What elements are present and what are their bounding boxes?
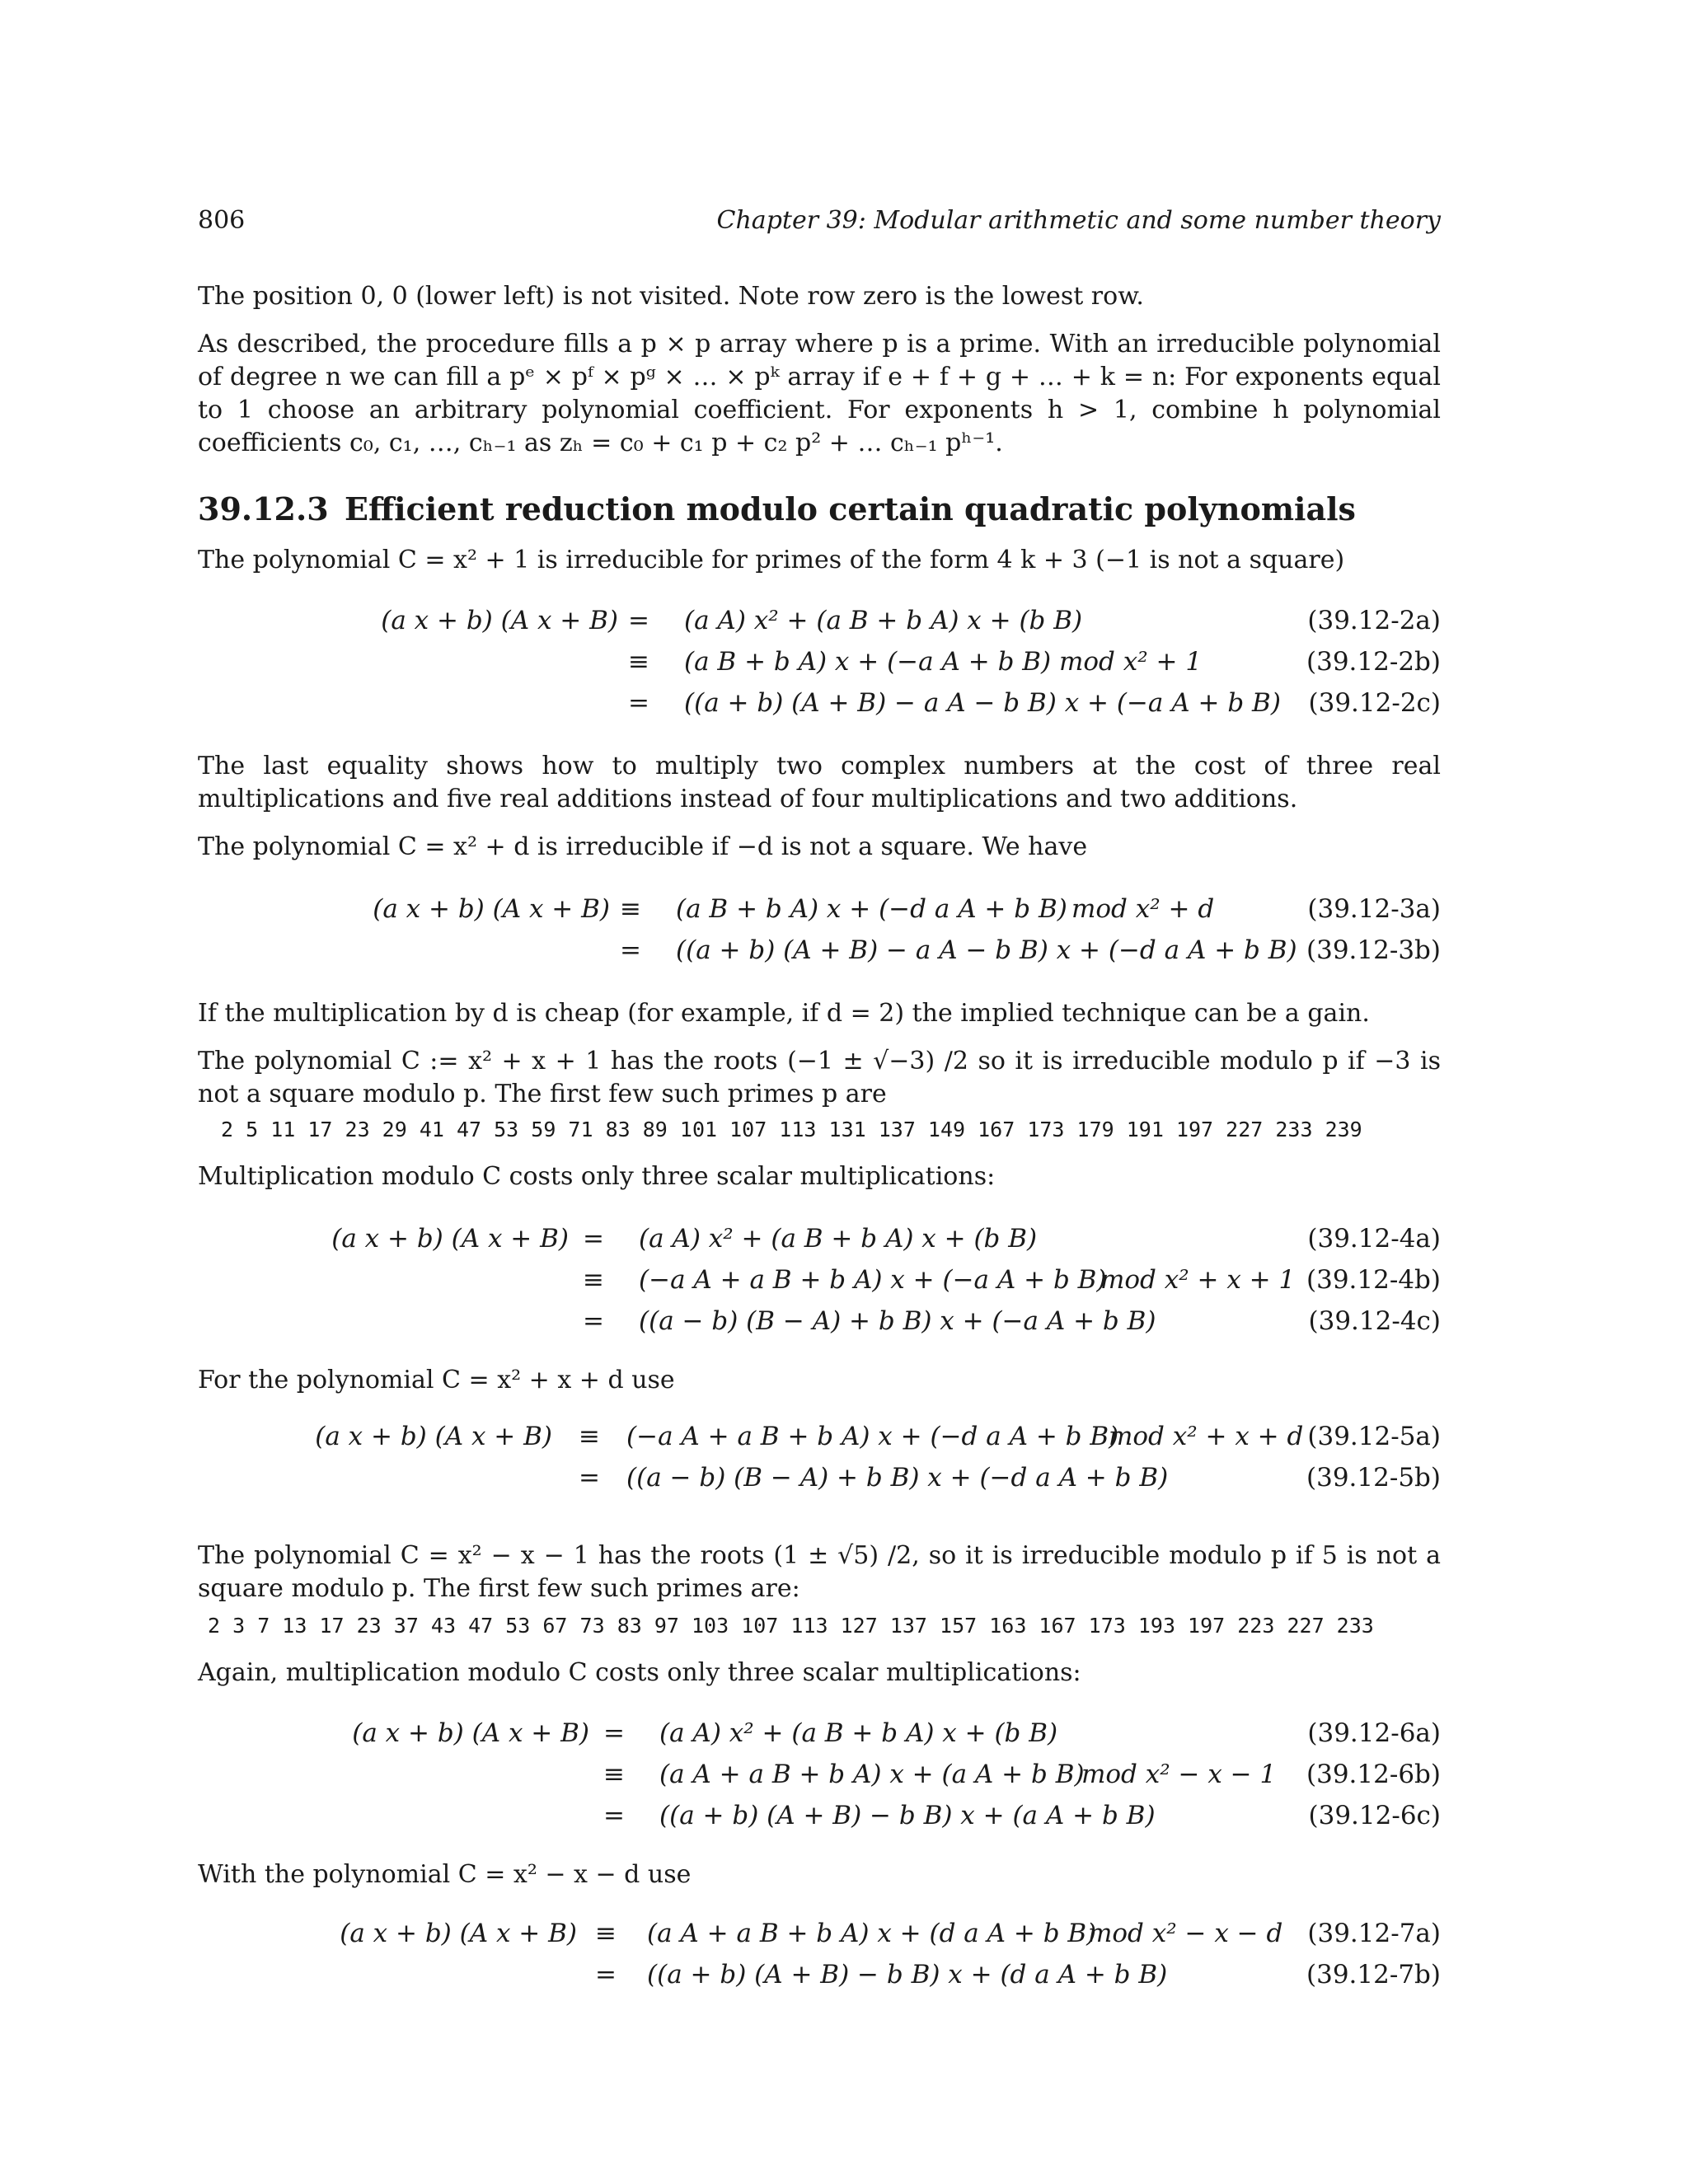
prime-list-1: 2 5 11 17 23 29 41 47 53 59 71 83 89 101 107 113 131 137 149 167 173 179 191 197 227 233 239 — [221, 1118, 1362, 1141]
equation-relation: = — [628, 688, 649, 718]
equation-tag: (39.12-2a) — [1307, 606, 1441, 635]
equation-rhs: (a A + a B + b A) x + (d a A + b B) — [647, 1919, 1097, 1948]
equation-rhs: (a B + b A) x + (−d a A + b B) — [676, 894, 1067, 924]
equation-rhs: ((a + b) (A + B) − a A − b B) x + (−a A + b B) — [684, 688, 1281, 718]
equation-modulus: mod x² + d — [1071, 894, 1215, 924]
equation-relation: = — [579, 1463, 600, 1493]
equation-modulus: mod x² + x + d — [1109, 1422, 1304, 1451]
equation-rhs: ((a + b) (A + B) − b B) x + (d a A + b B) — [647, 1960, 1168, 1990]
paragraph-3 — [198, 544, 1441, 577]
equation-relation: ≡ — [628, 647, 649, 677]
equation-relation: ≡ — [579, 1422, 600, 1451]
paragraph-12 — [198, 1858, 1441, 1891]
equation-lhs: (a x + b) (A x + B) — [373, 894, 610, 924]
section-heading — [198, 490, 1356, 527]
equation-rhs: ((a − b) (B − A) + b B) x + (−a A + b B) — [639, 1306, 1156, 1336]
equation-relation: = — [620, 935, 641, 965]
equation-modulus: mod x² − x − 1 — [1081, 1760, 1277, 1789]
paragraph-text: For the polynomial C = x² + x + d use — [198, 1366, 675, 1394]
paragraph-1 — [198, 280, 1441, 313]
equation-tag: (39.12-7b) — [1306, 1960, 1441, 1990]
paragraph-6 — [198, 997, 1441, 1030]
paragraph-9 — [198, 1364, 1441, 1397]
paragraph-text: The polynomial C = x² + 1 is irreducible for primes of the form 4 k + 3 (−1 is not a square) — [198, 546, 1345, 574]
equation-tag: (39.12-5a) — [1307, 1422, 1441, 1451]
equation-lhs: (a x + b) (A x + B) — [352, 1718, 589, 1748]
paragraph-text: With the polynomial C = x² − x − d use — [198, 1860, 692, 1889]
equation-modulus: mod x² + 1 — [1059, 647, 1203, 677]
equation-relation: = — [628, 606, 649, 635]
equation-modulus: mod x² + x + 1 — [1100, 1265, 1296, 1295]
equation-rhs: ((a + b) (A + B) − b B) x + (a A + b B) — [659, 1801, 1156, 1830]
equation-tag: (39.12-4b) — [1306, 1265, 1441, 1295]
paragraph-text: As described, the procedure fills a p × p array where p is a prime. With an irreducible polynomial of degree n we can fill a pᵉ × pᶠ × pᵍ × … × pᵏ array if e + f + g + … + k = n: For exponents equal to 1 choose an arbitrary polynomial coefficient. For exponents h > 1, combine h polynomial coefficients c₀, c₁, …, cₕ₋₁ as zₕ = c₀ + c₁ p + c₂ p² + … cₕ₋₁ pʰ⁻¹. — [198, 330, 1441, 457]
equation-rhs: (a A) x² + (a B + b A) x + (b B) — [639, 1224, 1038, 1254]
equation-tag: (39.12-7a) — [1307, 1919, 1441, 1948]
equation-rhs: (a A) x² + (a B + b A) x + (b B) — [659, 1718, 1058, 1748]
equation-modulus: mod x² − x − d — [1088, 1919, 1283, 1948]
equation-relation: = — [603, 1718, 625, 1748]
paragraph-text: Multiplication modulo C costs only three scalar multiplications: — [198, 1162, 996, 1191]
paragraph-11 — [198, 1657, 1441, 1690]
paragraph-text: The last equality shows how to multiply two complex numbers at the cost of three real multiplications and five real additions instead of four multiplications and two additions. — [198, 752, 1441, 813]
equation-tag: (39.12-6a) — [1307, 1718, 1441, 1748]
paragraph-5 — [198, 831, 1441, 864]
equation-rhs: (−a A + a B + b A) x + (−d a A + b B) — [626, 1422, 1119, 1451]
page-number: 806 — [198, 206, 246, 235]
paragraph-8 — [198, 1160, 1441, 1193]
equation-tag: (39.12-2c) — [1308, 688, 1441, 718]
equation-relation: ≡ — [620, 894, 641, 924]
equation-lhs: (a x + b) (A x + B) — [331, 1224, 569, 1254]
section-number: 39.12.3 — [198, 490, 329, 527]
equation-tag: (39.12-3a) — [1307, 894, 1441, 924]
equation-rhs: (a A) x² + (a B + b A) x + (b B) — [684, 606, 1083, 635]
equation-relation: ≡ — [603, 1760, 625, 1789]
equation-rhs: (−a A + a B + b A) x + (−a A + b B) — [639, 1265, 1107, 1295]
equation-tag: (39.12-5b) — [1306, 1463, 1441, 1493]
section-title: Efficient reduction modulo certain quadratic polynomials — [345, 490, 1356, 527]
equation-relation: = — [583, 1306, 604, 1336]
paragraph-10 — [198, 1540, 1441, 1605]
paragraph-text: The position 0, 0 (lower left) is not visited. Note row zero is the lowest row. — [198, 282, 1144, 311]
paragraph-text: The polynomial C := x² + x + 1 has the roots (−1 ± √−3) /2 so it is irreducible modulo p if −3 is not a square modulo p. The first few such primes p are — [198, 1047, 1441, 1108]
equation-relation: = — [595, 1960, 617, 1990]
equation-rhs: ((a + b) (A + B) − a A − b B) x + (−d a A + b B) — [676, 935, 1297, 965]
equation-tag: (39.12-6c) — [1308, 1801, 1441, 1830]
paragraph-text: If the multiplication by d is cheap (for example, if d = 2) the implied technique can be a gain. — [198, 999, 1370, 1028]
equation-tag: (39.12-4c) — [1308, 1306, 1441, 1336]
paragraph-text: Again, multiplication modulo C costs only three scalar multiplications: — [198, 1658, 1081, 1687]
equation-lhs: (a x + b) (A x + B) — [315, 1422, 552, 1451]
equation-relation: = — [603, 1801, 625, 1830]
running-title: Chapter 39: Modular arithmetic and some number theory — [716, 206, 1441, 235]
equation-tag: (39.12-6b) — [1306, 1760, 1441, 1789]
equation-relation: ≡ — [583, 1265, 604, 1295]
equation-relation: ≡ — [595, 1919, 617, 1948]
prime-list-2: 2 3 7 13 17 23 37 43 47 53 67 73 83 97 103 107 113 127 137 157 163 167 173 193 197 223 227 233 — [208, 1614, 1374, 1638]
equation-relation: = — [583, 1224, 604, 1254]
paragraph-7 — [198, 1045, 1441, 1111]
paragraph-4 — [198, 750, 1441, 816]
paragraph-text: The polynomial C = x² − x − 1 has the roots (1 ± √5) /2, so it is irreducible modulo p if 5 is not a square modulo p. The first few such primes are: — [198, 1541, 1441, 1603]
equation-tag: (39.12-4a) — [1307, 1224, 1441, 1254]
equation-lhs: (a x + b) (A x + B) — [340, 1919, 577, 1948]
equation-tag: (39.12-2b) — [1306, 647, 1441, 677]
paragraph-2 — [198, 328, 1441, 460]
equation-rhs: ((a − b) (B − A) + b B) x + (−d a A + b B) — [626, 1463, 1169, 1493]
equation-rhs: (a B + b A) x + (−a A + b B) — [684, 647, 1052, 677]
paragraph-text: The polynomial C = x² + d is irreducible if −d is not a square. We have — [198, 832, 1088, 861]
equation-lhs: (a x + b) (A x + B) — [381, 606, 618, 635]
equation-tag: (39.12-3b) — [1306, 935, 1441, 965]
equation-rhs: (a A + a B + b A) x + (a A + b B) — [659, 1760, 1085, 1789]
